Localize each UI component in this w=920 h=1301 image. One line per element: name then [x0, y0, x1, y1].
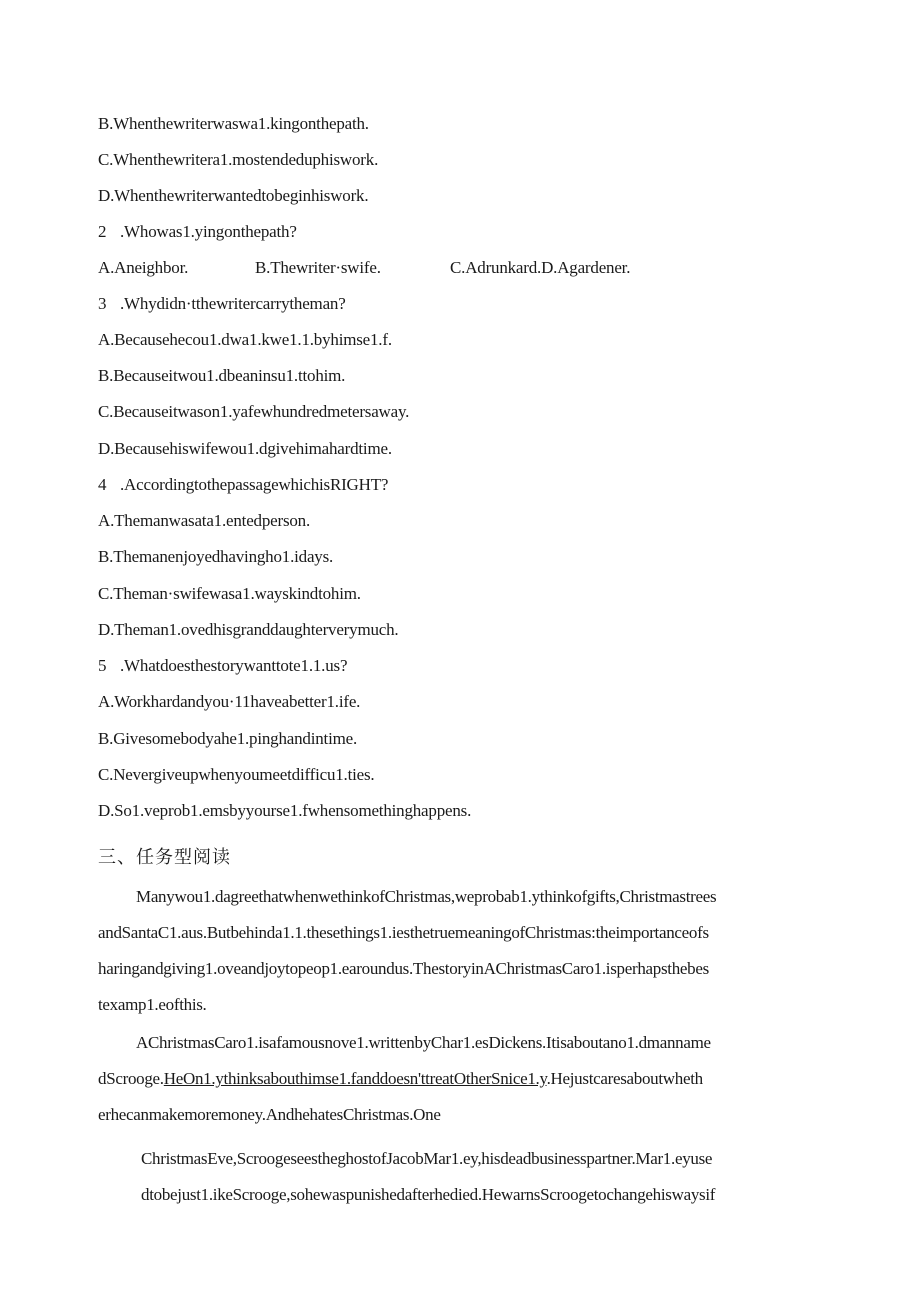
q2-stem: .Whowas1.yingonthepath?: [120, 222, 297, 241]
q2-number: 2: [98, 222, 107, 241]
q5-option-a: A.Workhardandyou·11haveabetter1.ife.: [98, 692, 361, 711]
passage-p2-line2: [98, 1069, 703, 1089]
q4-stem: .AccordingtothepassagewhichisRIGHT?: [120, 475, 389, 494]
q3-stem: .Whydidn·tthewritercarrytheman?: [120, 294, 346, 313]
q4-option-a: A.Themanwasata1.entedperson.: [98, 511, 311, 530]
section-heading: 三、任务型阅读: [98, 847, 231, 868]
q4-option-c: C.Theman·swifewasa1.wayskindtohim.: [98, 584, 361, 603]
q4-stem-line: [98, 475, 388, 495]
q3-option-d: D.Becausehiswifewou1.dgivehimahardtime.: [98, 439, 392, 458]
q5-option-d: D.So1.veprob1.emsbyyourse1.fwhensomethinghappens.: [98, 801, 472, 820]
q2-option-a: A.Aneighbor.: [98, 258, 189, 277]
q2-options-line: [98, 258, 630, 278]
q3-option-a: A.Becausehecou1.dwa1.kwe1.1.byhimse1.f.: [98, 330, 392, 349]
q1-option-d: D.Whenthewriterwantedtobeginhiswork.: [98, 186, 369, 205]
passage-p2-line2-end: .Hejustcaresaboutwheth: [546, 1069, 703, 1088]
q5-option-c: C.Nevergiveupwhenyoumeetdifficu1.ties.: [98, 765, 375, 784]
q2-option-cd: C.Adrunkard.D.Agardener.: [450, 258, 631, 277]
passage-p3-line2: dtobejust1.ikeScrooge,sohewaspunishedafterhedied.HewarnsScroogetochangehiswaysif: [141, 1185, 716, 1204]
q5-stem: .Whatdoesthestorywanttote1.1.us?: [120, 656, 348, 675]
q4-number: 4: [98, 475, 107, 494]
passage-p2-line3: erhecanmakemoremoney.AndhehatesChristmas.One: [98, 1105, 441, 1124]
passage-p1-line2: andSantaC1.aus.Butbehinda1.1.thesethings1.iesthetruemeaningofChristmas:theimportanceofs: [98, 923, 709, 942]
q3-option-b: B.Becauseitwou1.dbeaninsu1.ttohim.: [98, 366, 346, 385]
q2-stem-line: [98, 222, 297, 242]
q1-option-b: B.Whenthewriterwaswa1.kingonthepath.: [98, 114, 369, 133]
q3-stem-line: [98, 294, 346, 314]
q3-option-c: C.Becauseitwason1.yafewhundredmetersaway.: [98, 402, 410, 421]
passage-p1-line1: Manywou1.dagreethatwhenwethinkofChristmas,weprobab1.ythinkofgifts,Christmastrees: [136, 887, 717, 906]
passage-p3-line1: ChristmasEve,ScroogeseestheghostofJacobMar1.ey,hisdeadbusinesspartner.Mar1.eyuse: [141, 1149, 713, 1168]
passage-p1-line4: texamp1.eofthis.: [98, 995, 207, 1014]
passage-underlined-sentence: HeOn1.ythinksabouthimse1.fanddoesn'ttreatOtherSnice1.y: [163, 1069, 547, 1088]
passage-p2-line1: AChristmasCaro1.isafamousnove1.writtenbyChar1.esDickens.Itisaboutano1.dmanname: [136, 1033, 711, 1052]
q5-option-b: B.Givesomebodyahe1.pinghandintime.: [98, 729, 358, 748]
q5-number: 5: [98, 656, 107, 675]
q5-stem-line: [98, 656, 347, 676]
q2-option-b: B.Thewriter·swife.: [255, 258, 381, 277]
q3-number: 3: [98, 294, 107, 313]
q4-option-b: B.Themanenjoyedhavingho1.idays.: [98, 547, 334, 566]
q4-option-d: D.Theman1.ovedhisgranddaughterverymuch.: [98, 620, 399, 639]
passage-p2-line2-start: dScrooge.: [98, 1069, 164, 1088]
q1-option-c: C.Whenthewritera1.mostendeduphiswork.: [98, 150, 379, 169]
passage-p1-line3: haringandgiving1.oveandjoytopeop1.earoundus.ThestoryinAChristmasCaro1.isperhapsthebes: [98, 959, 709, 978]
